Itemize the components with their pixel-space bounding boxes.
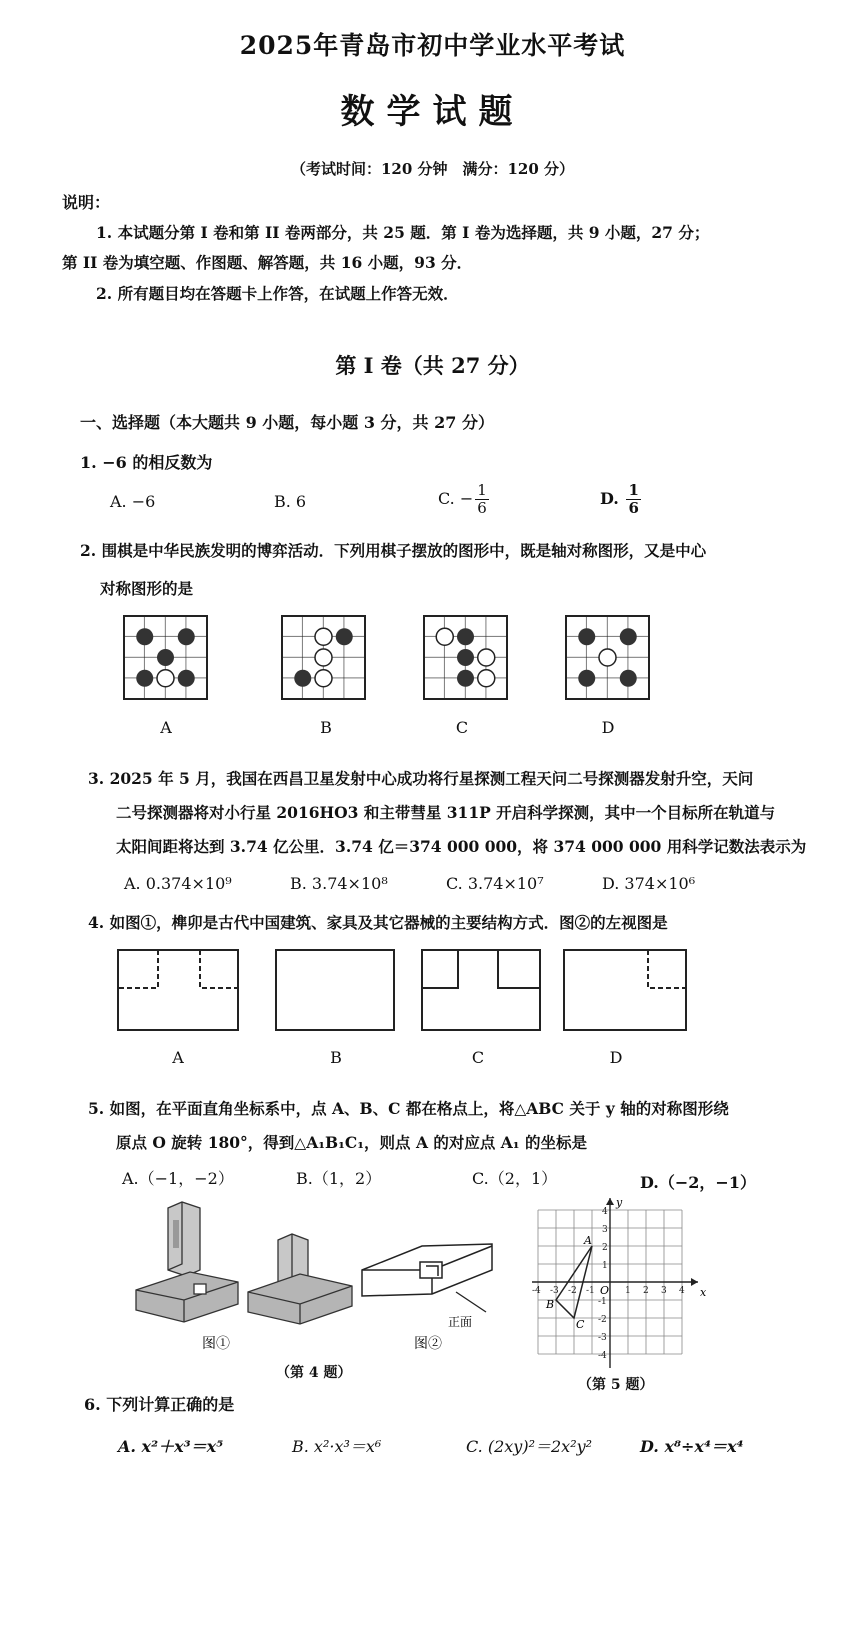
go-board-c bbox=[424, 616, 507, 699]
subject-title: 数学试题 bbox=[340, 92, 525, 132]
black-stone bbox=[336, 628, 353, 645]
black-stone bbox=[578, 628, 595, 645]
q1-stem: 1. −6 的相反数为 bbox=[80, 453, 213, 472]
section-title: 第 I 卷（共 27 分） bbox=[335, 353, 530, 378]
white-stone bbox=[315, 628, 332, 645]
q4-label-d: D bbox=[609, 1048, 623, 1067]
y-tick: 3 bbox=[602, 1225, 608, 1235]
white-stone bbox=[436, 628, 453, 645]
white-stone bbox=[157, 670, 174, 687]
y-tick: -3 bbox=[598, 1333, 607, 1343]
y-tick: 4 bbox=[602, 1207, 608, 1217]
instruction-line-2: 2. 所有题目均在答题卡上作答，在试题上作答无效． bbox=[96, 284, 459, 303]
q5-option-a: A.（−1，−2） bbox=[122, 1169, 234, 1188]
q5-option-c: C.（2，1） bbox=[472, 1169, 558, 1188]
exam-title: 2025年青岛市初中学业水平考试 bbox=[239, 31, 626, 60]
q6-option-c: C. (2xy)²＝2x²y² bbox=[466, 1437, 593, 1456]
q4-label-b: B bbox=[330, 1048, 342, 1067]
q1-d-den: 6 bbox=[628, 499, 639, 517]
q4-label-a: A bbox=[172, 1048, 184, 1067]
go-board-a bbox=[124, 616, 207, 699]
q5-stem-line1: 5. 如图，在平面直角坐标系中，点 A、B、C 都在格点上，将△ABC 关于 y 轴的对称图形绕 bbox=[88, 1099, 729, 1118]
q5-option-b: B.（1，2） bbox=[296, 1169, 382, 1188]
black-stone bbox=[620, 670, 637, 687]
x-tick: 1 bbox=[625, 1286, 631, 1296]
figure-1-label: 图① bbox=[202, 1336, 230, 1352]
q4-label-c: C bbox=[471, 1048, 485, 1067]
q3-option-c: C. 3.74×10⁷ bbox=[446, 874, 544, 893]
black-stone bbox=[136, 628, 153, 645]
point-c-label: C bbox=[576, 1318, 585, 1331]
q4-views-figure bbox=[112, 944, 702, 1036]
white-stone bbox=[478, 649, 495, 666]
q2-stem-line1: 2. 围棋是中华民族发明的博弈活动．下列用棋子摆放的图形中，既是轴对称图形，又是中心 bbox=[80, 541, 707, 560]
figure-2-label: 图② bbox=[414, 1336, 442, 1352]
black-stone bbox=[457, 670, 474, 687]
x-tick: 2 bbox=[643, 1286, 649, 1296]
q6-option-a: A. x²＋x³＝x⁵ bbox=[118, 1437, 224, 1456]
go-board-b bbox=[282, 616, 365, 699]
q4-stem: 4. 如图①，榫卯是古代中国建筑、家具及其它器械的主要结构方式．图②的左视图是 bbox=[88, 913, 668, 932]
q5-stem-line2: 原点 O 旋转 180°，得到△A₁B₁C₁，则点 A 的对应点 A₁ 的坐标是 bbox=[116, 1133, 587, 1152]
figure-2-beam bbox=[362, 1244, 492, 1296]
black-stone bbox=[294, 670, 311, 687]
q2-stem-line2: 对称图形的是 bbox=[100, 579, 194, 598]
q1-option-a: A. −6 bbox=[110, 492, 156, 511]
q1-c-num: 1 bbox=[477, 481, 487, 499]
q2-label-d: D bbox=[601, 718, 615, 737]
q4-view-a bbox=[118, 950, 238, 1030]
q3-stem-line1: 3. 2025 年 5 月，我国在西昌卫星发射中心成功将行星探测工程天问二号探测器发射升空，天问 bbox=[88, 769, 754, 788]
white-stone bbox=[599, 649, 616, 666]
white-stone bbox=[478, 670, 495, 687]
x-axis-label: x bbox=[700, 1286, 707, 1299]
black-stone bbox=[457, 628, 474, 645]
q1-option-c bbox=[438, 482, 489, 517]
q1-d-num: 1 bbox=[628, 481, 639, 499]
figure-1-mortise-tenon bbox=[136, 1202, 352, 1324]
q4-view-c bbox=[422, 950, 540, 1030]
front-arrow-line bbox=[456, 1292, 486, 1312]
white-stone bbox=[315, 670, 332, 687]
black-stone bbox=[578, 670, 595, 687]
q2-label-a: A bbox=[160, 718, 172, 737]
exam-info: （考试时间：120 分钟 满分：120 分） bbox=[290, 160, 575, 178]
y-axis-arrow bbox=[606, 1198, 614, 1205]
q1-option-d bbox=[600, 482, 641, 517]
x-tick: -4 bbox=[532, 1286, 541, 1296]
q1-d-fraction bbox=[626, 482, 640, 517]
black-stone bbox=[457, 649, 474, 666]
front-label: 正面 bbox=[448, 1315, 473, 1329]
instructions-heading: 说明： bbox=[62, 193, 111, 212]
y-tick: -4 bbox=[598, 1351, 607, 1361]
q3-option-d: D. 374×10⁶ bbox=[602, 874, 696, 893]
q4-view-b bbox=[276, 950, 394, 1030]
black-stone bbox=[178, 670, 195, 687]
q1-c-den: 6 bbox=[477, 499, 487, 517]
y-tick: 1 bbox=[602, 1261, 608, 1271]
black-stone bbox=[620, 628, 637, 645]
q3-stem-line2: 二号探测器将对小行星 2016HO3 和主带彗星 311P 开启科学探测，其中一个目标所在轨道与 bbox=[116, 803, 776, 822]
q3-option-a: A. 0.374×10⁹ bbox=[124, 874, 232, 893]
q2-label-b: B bbox=[320, 718, 332, 737]
x-tick: -3 bbox=[550, 1286, 559, 1296]
q3-stem-line3: 太阳间距将达到 3.74 亿公里．3.74 亿＝374 000 000，将 374 000 000 用科学记数法表示为 bbox=[116, 837, 807, 856]
part-heading: 一、选择题（本大题共 9 小题，每小题 3 分，共 27 分） bbox=[80, 413, 494, 432]
black-stone bbox=[178, 628, 195, 645]
point-a-label: A bbox=[584, 1234, 592, 1247]
black-stone bbox=[136, 670, 153, 687]
q6-stem: 6. 下列计算正确的是 bbox=[84, 1395, 235, 1414]
instruction-line-1b: 第 II 卷为填空题、作图题、解答题，共 16 小题，93 分． bbox=[62, 253, 473, 272]
go-boards-figure bbox=[118, 612, 658, 704]
q4-caption: （第 4 题） bbox=[276, 1365, 352, 1381]
x-tick: 3 bbox=[661, 1286, 667, 1296]
white-stone bbox=[315, 649, 332, 666]
q5-coordinate-grid bbox=[528, 1196, 708, 1376]
black-stone bbox=[157, 649, 174, 666]
go-board-d bbox=[566, 616, 649, 699]
q5-caption: （第 5 题） bbox=[578, 1377, 654, 1393]
q2-label-c: C bbox=[455, 718, 469, 737]
q1-option-b: B. 6 bbox=[274, 492, 307, 511]
q1-c-fraction bbox=[475, 482, 489, 517]
y-tick: -1 bbox=[598, 1297, 607, 1307]
y-tick: 2 bbox=[602, 1243, 608, 1253]
q5-option-d: D.（−2，−1） bbox=[640, 1173, 756, 1192]
mortise-tenon-figures bbox=[130, 1200, 510, 1360]
x-axis-arrow bbox=[691, 1278, 698, 1286]
q6-option-b: B. x²·x³＝x⁶ bbox=[292, 1437, 382, 1456]
x-tick: -2 bbox=[568, 1286, 577, 1296]
q3-option-b: B. 3.74×10⁸ bbox=[290, 874, 388, 893]
q6-option-d: D. x⁸÷x⁴＝x⁴ bbox=[640, 1437, 744, 1456]
q4-view-d bbox=[564, 950, 686, 1030]
y-tick: -2 bbox=[598, 1315, 607, 1325]
x-tick: 4 bbox=[679, 1286, 685, 1296]
y-axis-label: y bbox=[616, 1196, 623, 1209]
q1-d-prefix: D. bbox=[600, 489, 619, 508]
x-tick: -1 bbox=[586, 1286, 595, 1296]
origin-label: O bbox=[600, 1284, 610, 1297]
q1-c-prefix: C. − bbox=[438, 489, 474, 508]
instruction-line-1: 1. 本试题分第 I 卷和第 II 卷两部分，共 25 题．第 I 卷为选择题，共 9 小题，27 分； bbox=[96, 223, 710, 242]
point-b-label: B bbox=[546, 1298, 555, 1311]
